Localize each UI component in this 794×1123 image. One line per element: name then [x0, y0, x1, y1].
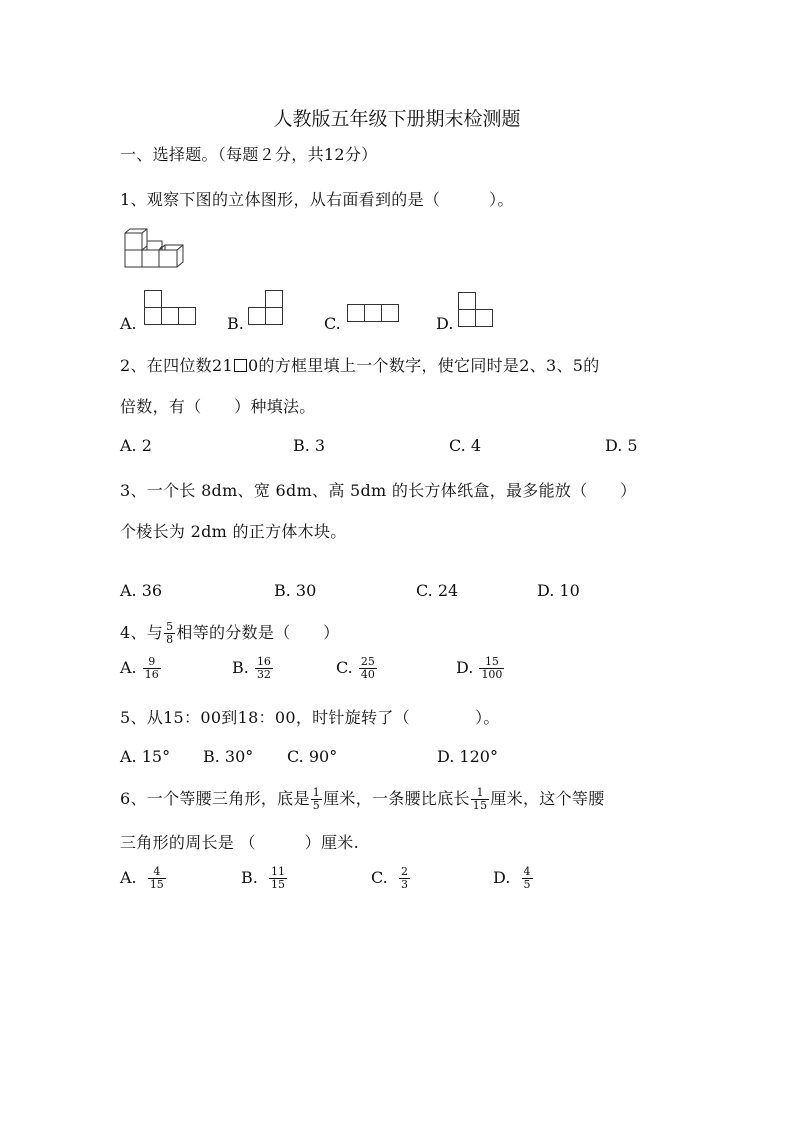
question-4-suffix: 相等的分数是（ ）: [176, 623, 340, 642]
question-2-text-b: 0的方框里填上一个数字，使它同时是2、3、5的: [247, 356, 600, 375]
question-3-line-2: 个棱长为 2dm 的正方体木块。: [120, 522, 347, 541]
option-label: C.: [371, 868, 388, 887]
fraction: [479, 656, 504, 681]
question-6-option-d[interactable]: [493, 866, 534, 891]
question-2-option-c[interactable]: C. 4: [449, 436, 482, 455]
question-2-option-d[interactable]: D. 5: [605, 436, 638, 455]
fraction: [255, 656, 273, 681]
question-1-option-b-view: [248, 290, 284, 326]
fraction-denominator: 100: [481, 668, 503, 681]
fraction-denominator: 15: [149, 878, 164, 891]
fraction-denominator: 32: [256, 668, 271, 681]
fraction-denominator: 15: [472, 799, 488, 812]
question-5-text: 5、从15：00到18：00，时针旋转了（ ）。: [120, 708, 500, 727]
fraction: [164, 621, 175, 646]
fraction: [359, 656, 377, 681]
option-label: D.: [456, 658, 474, 677]
option-label: D.: [493, 868, 511, 887]
fraction: [143, 656, 161, 681]
fraction-numerator: 9: [143, 656, 161, 669]
fraction-numerator: 16: [256, 655, 271, 668]
fraction-numerator: 25: [360, 655, 375, 668]
question-5-option-a[interactable]: A. 15°: [120, 747, 171, 766]
fraction-denominator: 5: [523, 878, 531, 891]
fraction-numerator: 1: [471, 787, 490, 800]
fraction-denominator: 8: [166, 633, 174, 646]
option-label: C.: [336, 658, 353, 677]
question-2-text-a: 2、在四位数21: [120, 356, 233, 375]
fraction: [471, 787, 490, 812]
question-4-prefix: 4、与: [120, 623, 164, 642]
question-1-option-a[interactable]: A.: [120, 314, 137, 333]
fraction-numerator: 11: [271, 865, 286, 878]
fraction-denominator: 15: [271, 878, 286, 891]
question-1-option-c-view: [347, 304, 401, 324]
question-1-option-c[interactable]: C.: [324, 314, 341, 333]
fraction-denominator: 5: [312, 799, 321, 812]
fraction-numerator: 1: [312, 786, 321, 799]
question-1-text: 1、观察下图的立体图形，从右面看到的是（ ）。: [120, 190, 514, 209]
question-3-option-c[interactable]: C. 24: [416, 581, 459, 600]
fraction-numerator: 2: [400, 865, 408, 878]
blank-box: [234, 359, 247, 372]
fraction-numerator: 4: [523, 865, 531, 878]
question-1-option-d-view: [458, 292, 494, 328]
fraction-numerator: 5: [166, 620, 174, 633]
question-5-option-d[interactable]: D. 120°: [437, 747, 498, 766]
fraction: [522, 866, 533, 891]
option-label: A.: [120, 658, 137, 677]
section-heading: 一、选择题。（每题２分，共12分）: [120, 145, 378, 164]
question-3-line-1: 3、一个长 8dm、宽 6dm、高 5dm 的长方体纸盒，最多能放（ ）: [120, 481, 637, 500]
question-1-option-d[interactable]: D.: [436, 314, 454, 333]
question-2-line-1: [120, 353, 600, 376]
question-6-part-a: 6、一个等腰三角形，底是: [120, 789, 310, 808]
question-6-option-b[interactable]: [241, 866, 288, 891]
question-6-part-c: 厘米，这个等腰: [490, 789, 605, 808]
question-5-option-b[interactable]: B. 30°: [203, 747, 254, 766]
question-6-part-b: 厘米，一条腰比底长: [323, 789, 470, 808]
question-1-option-a-view: [144, 290, 196, 326]
fraction-denominator: 16: [144, 668, 159, 681]
page-title: 人教版五年级下册期末检测题: [273, 108, 521, 130]
question-2-option-a[interactable]: A. 2: [120, 436, 152, 455]
question-3-option-a[interactable]: A. 36: [120, 581, 163, 600]
question-6-line-2: 三角形的周长是 （ ）厘米.: [120, 833, 359, 852]
option-label: B.: [232, 658, 249, 677]
question-6-line-1: [120, 786, 605, 812]
question-5-option-c[interactable]: C. 90°: [287, 747, 338, 766]
question-4-option-d[interactable]: [456, 656, 505, 681]
question-6-option-c[interactable]: [371, 866, 411, 891]
question-3-option-d[interactable]: D. 10: [537, 581, 580, 600]
question-4-option-c[interactable]: [336, 656, 378, 681]
fraction: [269, 866, 287, 891]
fraction-denominator: 40: [360, 668, 375, 681]
option-label: A.: [120, 868, 137, 887]
question-2-option-b[interactable]: B. 3: [293, 436, 326, 455]
fraction: [311, 787, 322, 812]
question-4-option-b[interactable]: [232, 656, 274, 681]
question-2-line-2: 倍数，有（ ）种填法。: [120, 397, 316, 416]
question-1-solid-figure: [124, 228, 188, 268]
fraction-numerator: 15: [479, 656, 504, 669]
question-4-option-a[interactable]: [120, 656, 162, 681]
question-4-text: [120, 620, 339, 646]
fraction: [148, 866, 166, 891]
fraction: [399, 866, 410, 891]
fraction-denominator: 3: [400, 878, 408, 891]
fraction-numerator: 4: [148, 866, 166, 879]
question-1-option-b[interactable]: B.: [227, 314, 244, 333]
question-3-option-b[interactable]: B. 30: [274, 581, 317, 600]
question-6-option-a[interactable]: [120, 866, 167, 891]
option-label: B.: [241, 868, 258, 887]
